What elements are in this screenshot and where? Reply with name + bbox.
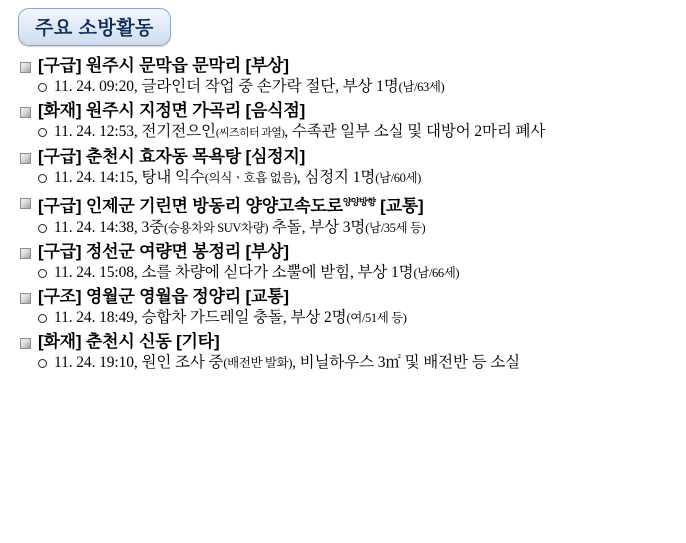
detail-tail: , 수족관 일부 소실 및 대방어 2마리 폐사 xyxy=(284,123,546,140)
entry-title xyxy=(38,332,219,352)
detail-note: (남/60세) xyxy=(375,171,421,185)
detail-main: 전기전으인 xyxy=(141,123,216,140)
entry-title xyxy=(38,192,424,217)
detail-time: 11. 24. 09:20, xyxy=(54,78,138,95)
entry-detail xyxy=(54,218,425,238)
entry-tag: [교통] xyxy=(380,196,424,216)
entry-detail-row xyxy=(0,168,686,188)
entry-title xyxy=(38,147,305,167)
square-bullet-icon xyxy=(20,293,31,304)
entry-tag: [교통] xyxy=(245,286,289,306)
circle-bullet-icon xyxy=(38,83,47,92)
detail-small: (씨즈히터 과열) xyxy=(215,127,285,139)
detail-main: 3중 xyxy=(141,218,165,236)
entry-tag: [부상] xyxy=(245,241,289,261)
page-header-pill xyxy=(18,8,171,46)
entry-detail-row xyxy=(0,218,686,238)
detail-tail: , 비닐하우스 3㎡ 및 배전반 등 소실 xyxy=(292,353,521,371)
list-item xyxy=(0,332,686,373)
entry-title-row xyxy=(0,287,686,307)
entry-category: [구급] xyxy=(38,147,82,166)
entry-location: 원주시 지정면 가곡리 xyxy=(85,101,241,120)
detail-main: 탕내 익수 xyxy=(141,169,205,186)
entry-category: [구급] xyxy=(38,196,82,216)
entry-title xyxy=(38,242,289,262)
entry-detail xyxy=(54,353,520,373)
detail-note: (남/63세) xyxy=(398,80,445,94)
square-bullet-icon xyxy=(20,107,31,118)
entry-detail-row xyxy=(0,308,686,328)
entry-title xyxy=(38,287,289,307)
entry-detail xyxy=(54,308,407,328)
detail-main: 원인 조사 중 xyxy=(141,353,224,371)
detail-note: (여/51세 등) xyxy=(346,310,407,325)
square-bullet-icon xyxy=(20,62,31,73)
list-item xyxy=(0,147,686,188)
entry-location: 정선군 여량면 봉정리 xyxy=(85,241,241,261)
entry-detail xyxy=(54,77,444,97)
entry-location: 인제군 기린면 방동리 양양고속도로 xyxy=(85,196,343,216)
circle-bullet-icon xyxy=(38,314,47,323)
entry-location: 영월군 영월읍 정양리 xyxy=(85,286,241,306)
detail-time: 11. 24. 14:38, xyxy=(54,218,138,236)
detail-main: 소를 차량에 싣다가 소뿔에 받힘, 부상 1명 xyxy=(141,263,414,281)
list-item xyxy=(0,101,686,143)
detail-note: (남/66세) xyxy=(413,265,460,280)
entry-title-row xyxy=(0,147,686,167)
detail-time: 11. 24. 12:53, xyxy=(54,123,138,140)
circle-bullet-icon xyxy=(38,359,47,368)
entry-title-row xyxy=(0,332,686,352)
entry-detail-row xyxy=(0,263,686,283)
entry-title-row xyxy=(0,242,686,262)
list-item xyxy=(0,56,686,97)
detail-tail: , 심정지 1명 xyxy=(296,169,376,186)
entry-superscript: 양양방향 xyxy=(342,197,376,207)
detail-time: 11. 24. 14:15, xyxy=(54,169,138,186)
detail-time: 11. 24. 18:49, xyxy=(54,308,138,326)
entry-category: [화재] xyxy=(38,101,82,120)
entry-category: [구급] xyxy=(38,241,82,261)
circle-bullet-icon xyxy=(38,128,47,137)
entry-detail-row xyxy=(0,353,686,373)
square-bullet-icon xyxy=(20,338,31,349)
detail-small: (의식ㆍ호흡 없음) xyxy=(204,171,297,185)
entry-category: [구급] xyxy=(38,56,82,75)
activity-list xyxy=(0,56,686,373)
entry-detail-row xyxy=(0,77,686,97)
entry-location: 춘천시 신동 xyxy=(85,331,172,351)
page-title: 주요 소방활동 xyxy=(35,18,154,39)
detail-time: 11. 24. 15:08, xyxy=(54,263,138,281)
entry-title xyxy=(38,101,305,121)
entry-detail-row xyxy=(0,122,686,143)
entry-title-row xyxy=(0,101,686,121)
detail-time: 11. 24. 19:10, xyxy=(54,353,138,371)
detail-small: (승용차와 SUV차량) xyxy=(164,220,269,235)
entry-tag: [심정지] xyxy=(245,147,306,166)
square-bullet-icon xyxy=(20,248,31,259)
entry-tag: [부상] xyxy=(245,56,289,75)
entry-title-row xyxy=(0,56,686,76)
entry-tag: [기타] xyxy=(176,331,220,351)
entry-detail xyxy=(54,263,459,283)
detail-main: 승합차 가드레일 충돌, 부상 2명 xyxy=(141,308,347,326)
square-bullet-icon xyxy=(20,198,31,209)
circle-bullet-icon xyxy=(38,174,47,183)
detail-note: (남/35세 등) xyxy=(365,220,426,235)
square-bullet-icon xyxy=(20,153,31,164)
entry-category: [화재] xyxy=(38,331,82,351)
entry-tag: [음식점] xyxy=(245,101,306,120)
detail-main: 글라인더 작업 중 손가락 절단, 부상 1명 xyxy=(141,78,399,95)
circle-bullet-icon xyxy=(38,224,47,233)
list-item xyxy=(0,192,686,238)
entry-location: 원주시 문막읍 문막리 xyxy=(85,56,241,75)
list-item xyxy=(0,242,686,283)
entry-location: 춘천시 효자동 목욕탕 xyxy=(85,147,241,166)
detail-small: (배전반 발화) xyxy=(223,355,293,370)
detail-tail: 추돌, 부상 3명 xyxy=(268,218,366,236)
entry-detail xyxy=(54,122,545,143)
entry-title xyxy=(38,56,289,76)
entry-detail xyxy=(54,168,421,188)
circle-bullet-icon xyxy=(38,269,47,278)
list-item xyxy=(0,287,686,328)
entry-category: [구조] xyxy=(38,286,82,306)
entry-title-row xyxy=(0,192,686,217)
